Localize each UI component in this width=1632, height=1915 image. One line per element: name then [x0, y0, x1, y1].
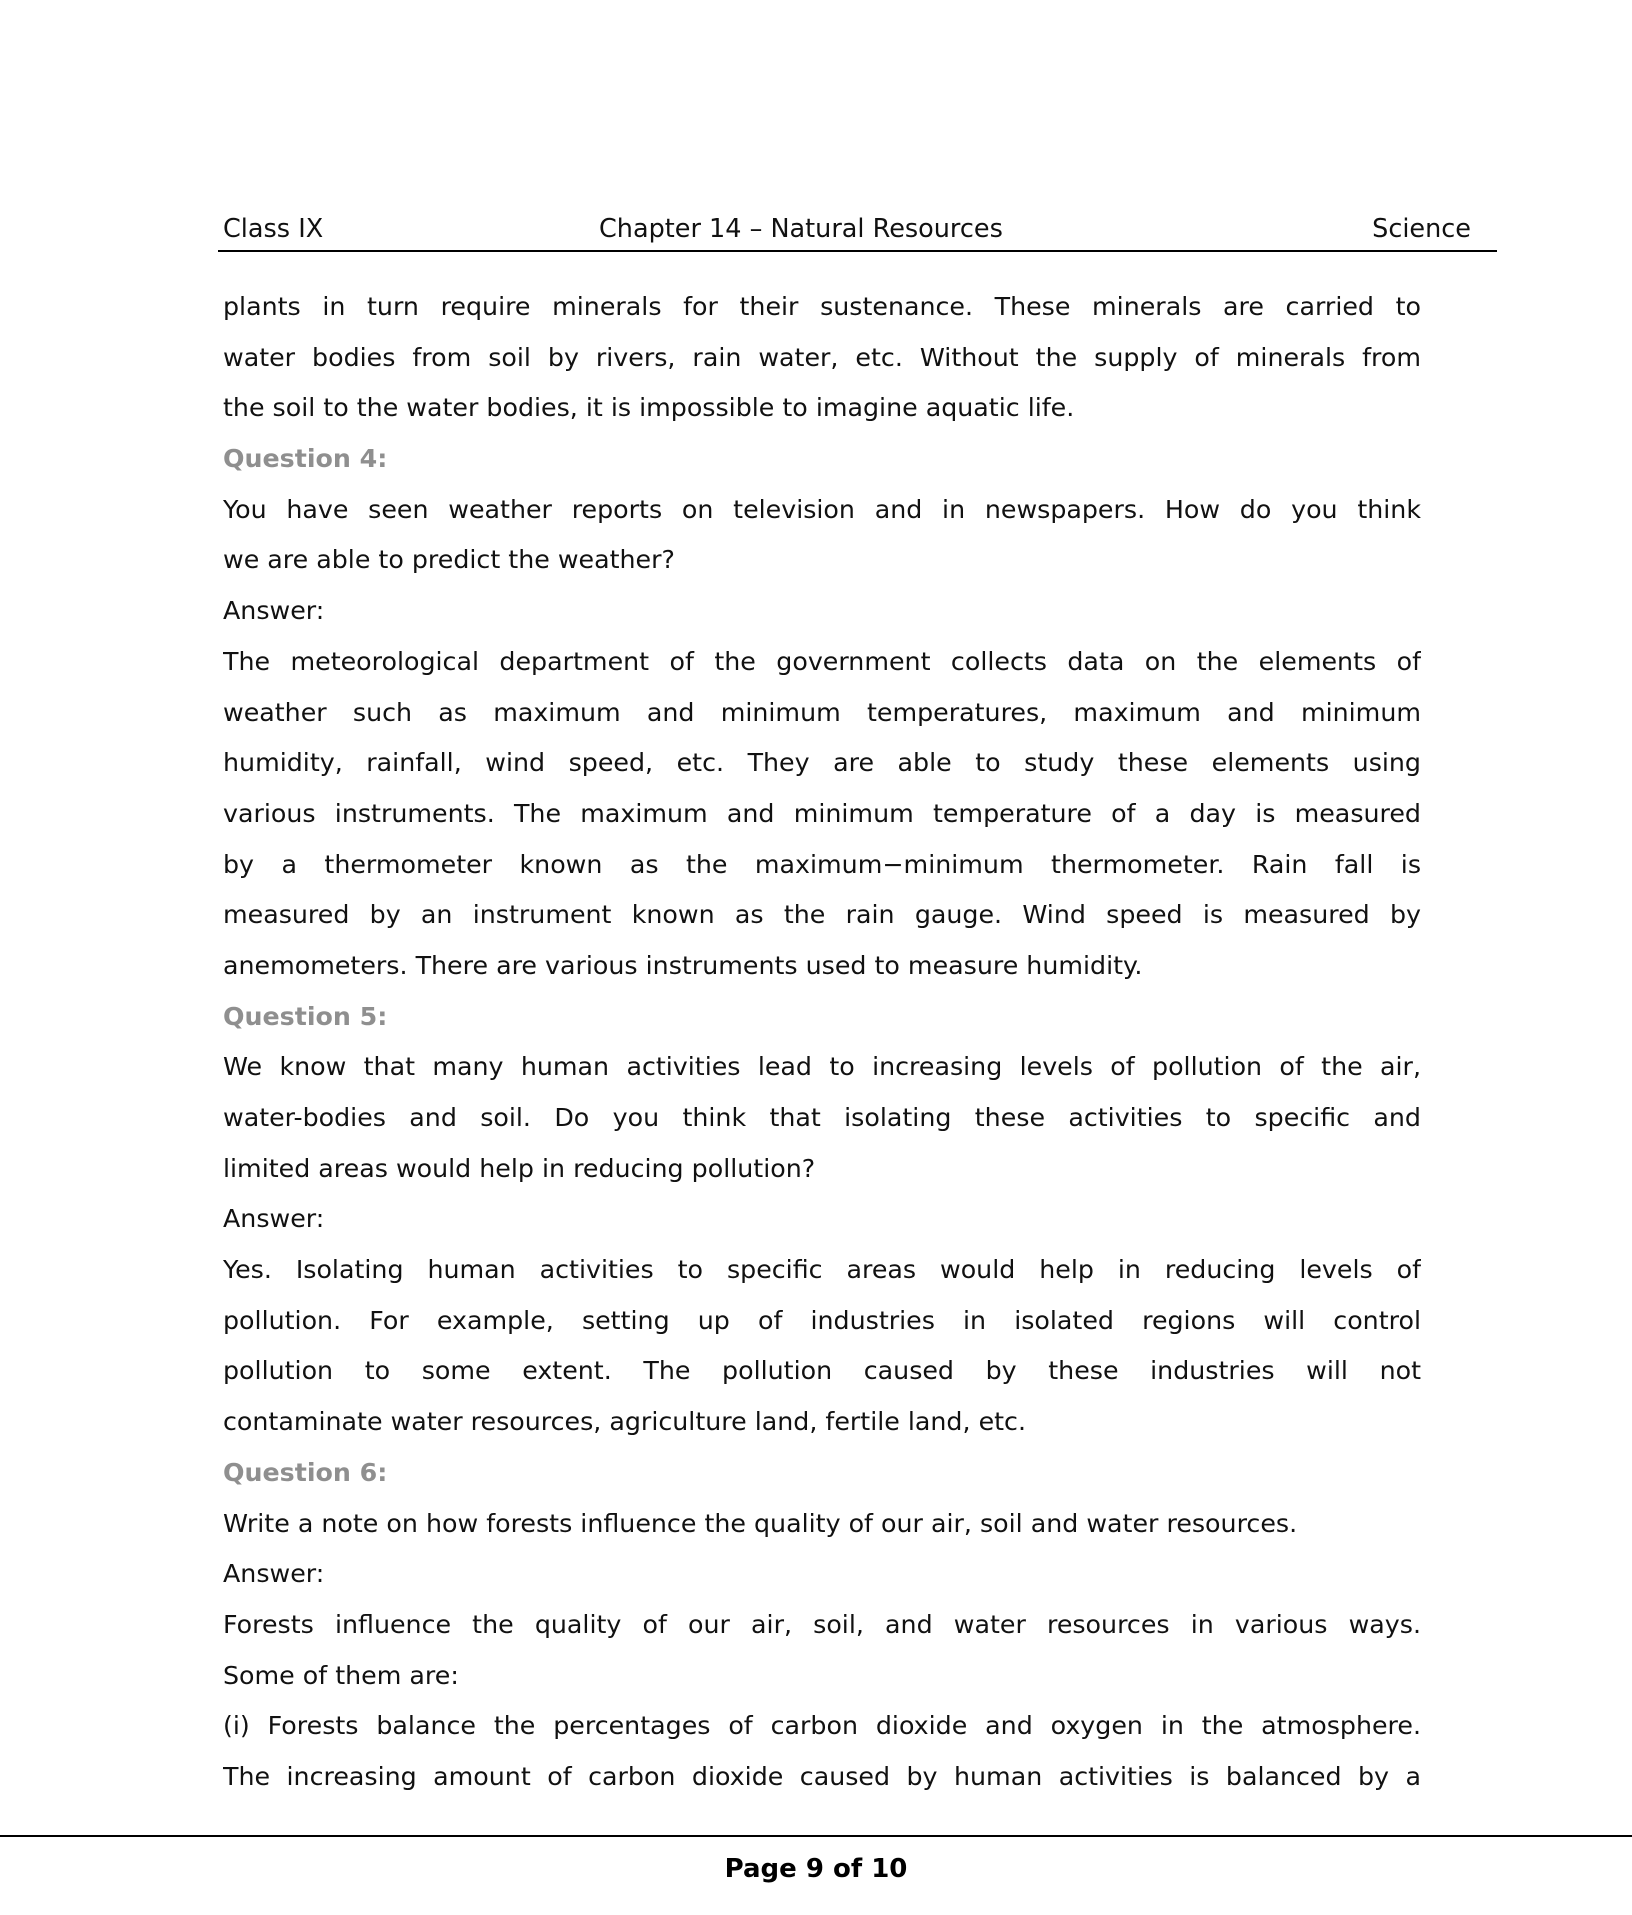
question-text-line: You have seen weather reports on television and in newspapers. How do you think — [223, 494, 1421, 524]
page-number: Page 9 of 10 — [724, 1854, 908, 1884]
answer-text-line: (i) Forests balance the percentages of carbon dioxide and oxygen in the atmosphere. — [223, 1711, 1421, 1741]
header-chapter-title: Chapter 14 – Natural Resources — [599, 214, 1003, 244]
answer-label: Answer: — [223, 1559, 325, 1589]
answer-text-line: by a thermometer known as the maximum−minimum thermometer. Rain fall is — [223, 849, 1421, 879]
answer-text-line: pollution. For example, setting up of industries in isolated regions will control — [223, 1305, 1421, 1335]
question-heading: Question 5: — [223, 1001, 388, 1031]
question-text-line: water-bodies and soil. Do you think that isolating these activities to specific and — [223, 1103, 1421, 1132]
question-heading: Question 4: — [223, 444, 388, 474]
question-text-line: We know that many human activities lead to increasing levels of pollution of the air, — [223, 1052, 1421, 1082]
paragraph-line: the soil to the water bodies, it is impossible to imagine aquatic life. — [223, 393, 1075, 423]
answer-text-line: The meteorological department of the government collects data on the elements of — [223, 646, 1421, 676]
answer-label: Answer: — [223, 1204, 325, 1234]
paragraph-line: plants in turn require minerals for their sustenance. These minerals are carried to — [223, 292, 1421, 321]
answer-text-line: measured by an instrument known as the rain gauge. Wind speed is measured by — [223, 900, 1421, 930]
answer-text-line: humidity, rainfall, wind speed, etc. They are able to study these elements using — [223, 748, 1421, 778]
answer-text-line: weather such as maximum and minimum temperatures, maximum and minimum — [223, 697, 1421, 727]
answer-label: Answer: — [223, 596, 325, 626]
question-text-line: Write a note on how forests influence the quality of our air, soil and water resources. — [223, 1508, 1298, 1538]
paragraph-line: water bodies from soil by rivers, rain water, etc. Without the supply of minerals from — [223, 342, 1421, 372]
answer-text-line: The increasing amount of carbon dioxide caused by human activities is balanced by a — [223, 1761, 1421, 1791]
answer-text-line: anemometers. There are various instruments used to measure humidity. — [223, 950, 1143, 980]
answer-text-line: Some of them are: — [223, 1660, 459, 1690]
answer-text-line: Yes. Isolating human activities to specific areas would help in reducing levels of — [223, 1255, 1421, 1285]
footer-divider — [0, 1835, 1632, 1837]
answer-text-line: contaminate water resources, agriculture land, fertile land, etc. — [223, 1407, 1027, 1437]
question-text-line: limited areas would help in reducing pollution? — [223, 1153, 816, 1183]
document-body — [223, 282, 1421, 1803]
answer-text-line: various instruments. The maximum and minimum temperature of a day is measured — [223, 798, 1421, 828]
answer-text-line: pollution to some extent. The pollution caused by these industries will not — [223, 1356, 1421, 1386]
header-class-label: Class IX — [223, 214, 324, 244]
header-subject-label: Science — [1372, 214, 1471, 244]
question-text-line: we are able to predict the weather? — [223, 545, 675, 575]
page-header — [218, 212, 1497, 252]
question-heading: Question 6: — [223, 1457, 388, 1487]
answer-text-line: Forests influence the quality of our air, soil, and water resources in various ways. — [223, 1609, 1421, 1639]
